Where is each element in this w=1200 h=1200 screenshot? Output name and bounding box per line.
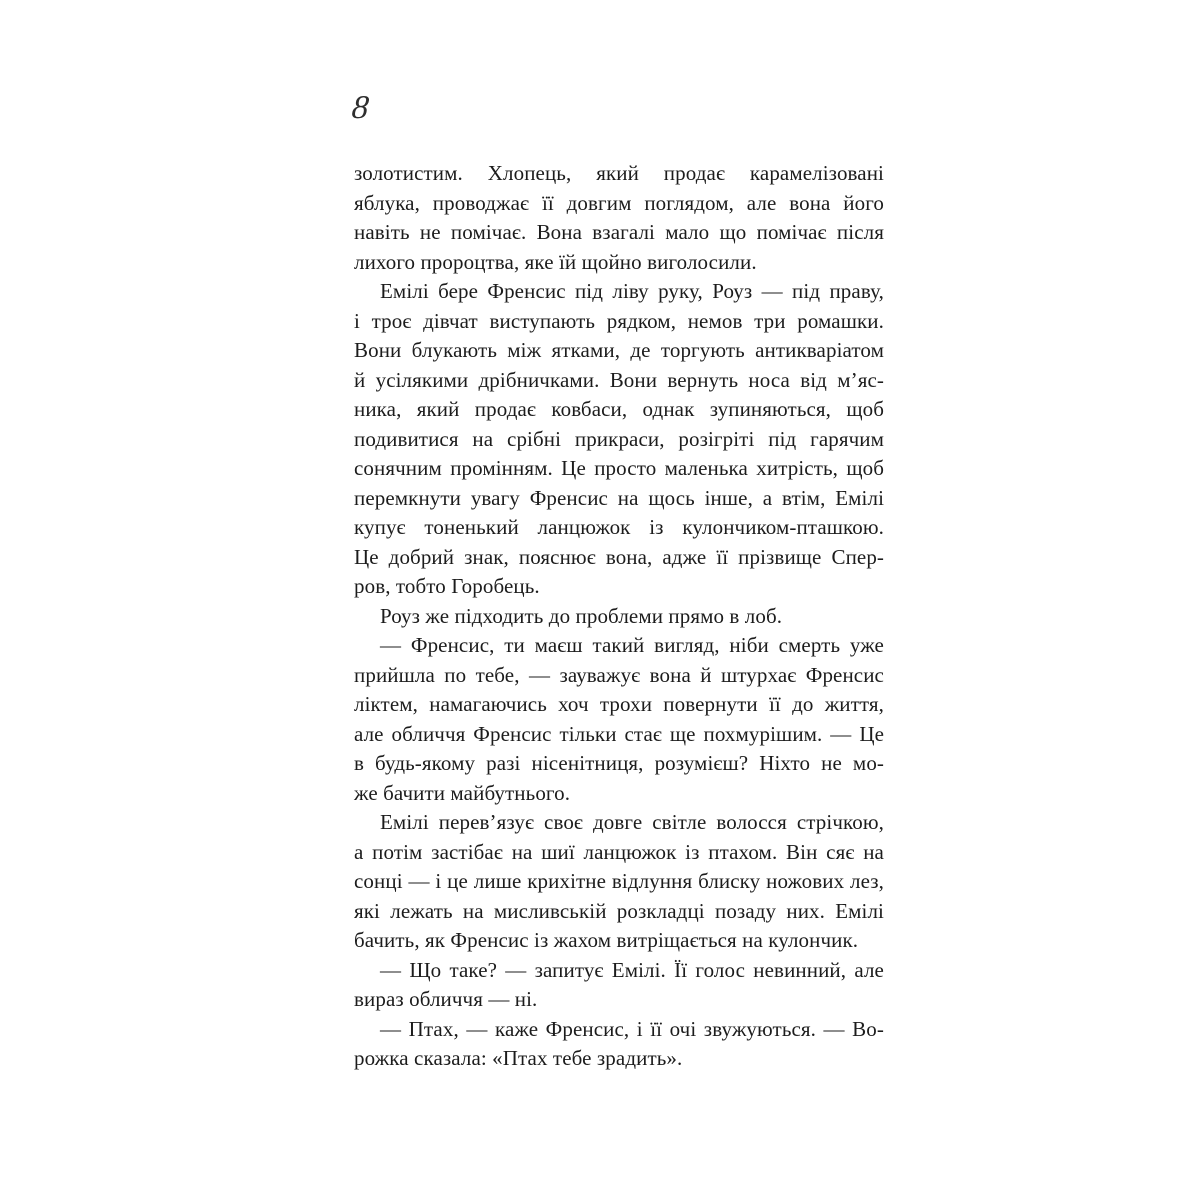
paragraph — [354, 956, 884, 1015]
text-line — [354, 248, 884, 278]
text-line — [354, 897, 884, 927]
text-line — [354, 602, 884, 632]
text-line-content: Емілі бере Френсис під ліву руку, Роуз — під праву, — [380, 279, 884, 303]
text-line — [354, 779, 884, 809]
paragraph — [354, 602, 884, 632]
text-line — [354, 307, 884, 337]
text-line-content: — Птах, — каже Френсис, і її очі звужуються. — Во- — [380, 1016, 884, 1041]
text-line — [354, 572, 884, 602]
text-line — [354, 838, 884, 868]
text-line — [354, 366, 884, 396]
text-line — [354, 277, 884, 307]
page-text — [354, 159, 884, 1074]
paragraph — [354, 808, 884, 956]
text-line-content: Це добрий знак, пояснює вона, адже її прізвище Спер- — [354, 544, 885, 569]
text-line-content: бачить, як Френсис із жахом витріщається на кулончик. — [354, 928, 859, 952]
paragraph — [354, 159, 884, 277]
text-line-content: яблука, проводжає її довгим поглядом, але вона його — [354, 190, 885, 215]
text-line-content: подивитися на срібні прикраси, розігріті під гарячим — [354, 426, 884, 451]
text-line — [354, 159, 884, 189]
text-line — [354, 690, 884, 720]
text-line — [354, 484, 884, 514]
paragraph — [354, 277, 884, 602]
text-line — [354, 926, 884, 956]
text-line-content: навіть не помічає. Вона взагалі мало що помічає після — [354, 220, 884, 244]
text-line — [354, 454, 884, 484]
text-line — [354, 985, 884, 1015]
paragraph — [354, 631, 884, 808]
text-line — [354, 956, 884, 986]
text-line-content: сонці — і це лише крихітне відлуння блиску ножових лез, — [354, 869, 885, 893]
text-line-content: вираз обличчя — ні. — [354, 987, 538, 1011]
paragraph — [354, 1015, 884, 1074]
text-line — [354, 661, 884, 691]
text-line-content: ника, який продає ковбаси, однак зупиняються, щоб — [354, 397, 884, 421]
text-line-content: золотистим. Хлопець, який продає карамелізовані — [354, 161, 884, 185]
text-line-content: які лежать на мисливській розкладці позаду них. Емілі — [354, 898, 884, 923]
text-line — [354, 218, 884, 248]
text-line-content: же бачити майбутнього. — [354, 780, 571, 805]
text-line-content: сонячним промінням. Це просто маленька хитрість, щоб — [354, 456, 885, 480]
text-line-content: а потім застібає на шиї ланцюжок із птахом. Він сяє на — [354, 839, 884, 864]
page-number: 8 — [350, 90, 371, 126]
text-line — [354, 749, 884, 779]
text-line — [354, 395, 884, 425]
text-line-content: ров, тобто Горобець. — [354, 574, 540, 598]
text-line-content: в будь-якому разі нісенітниця, розумієш? Ніхто не мо- — [354, 751, 885, 775]
text-line-content: перемкнути увагу Френсис на щось інше, а втім, Емілі — [354, 485, 885, 510]
text-line-content: — Френсис, ти маєш такий вигляд, ніби смерть уже — [380, 633, 884, 657]
text-line-content: рожка сказала: «Птах тебе зрадить». — [354, 1046, 683, 1070]
text-line-content: Роуз же підходить до проблеми прямо в лоб. — [380, 603, 783, 628]
text-line-content: ліктем, намагаючись хоч трохи повернути її до життя, — [354, 692, 885, 716]
text-line-content: і троє дівчат виступають рядком, немов три ромашки. — [354, 308, 884, 333]
text-line-content: лихого пророцтва, яке їй щойно виголосили. — [354, 249, 757, 274]
text-line — [354, 189, 884, 219]
text-line — [354, 720, 884, 750]
text-line-content: Вони блукають між ятками, де торгують антикваріатом — [354, 338, 884, 362]
text-line-content: й усілякими дрібничками. Вони вернуть носа від м’яс- — [354, 367, 884, 392]
text-line — [354, 425, 884, 455]
text-line — [354, 867, 884, 897]
text-line — [354, 808, 884, 838]
text-line — [354, 513, 884, 543]
text-line — [354, 543, 884, 573]
text-line-content: прийшла по тебе, — зауважує вона й штурхає Френсис — [354, 662, 884, 687]
text-line-content: але обличчя Френсис тільки стає ще похмурішим. — Це — [354, 721, 885, 746]
text-line — [354, 631, 884, 661]
text-line — [354, 1044, 884, 1074]
text-line-content: — Що таке? — запитує Емілі. Її голос невинний, але — [380, 957, 884, 982]
text-line-content: купує тоненький ланцюжок із кулончиком-пташкою. — [354, 515, 885, 539]
text-line — [354, 1015, 884, 1045]
text-line-content: Емілі перев’язує своє довге світле волосся стрічкою, — [380, 810, 884, 834]
text-line — [354, 336, 884, 366]
